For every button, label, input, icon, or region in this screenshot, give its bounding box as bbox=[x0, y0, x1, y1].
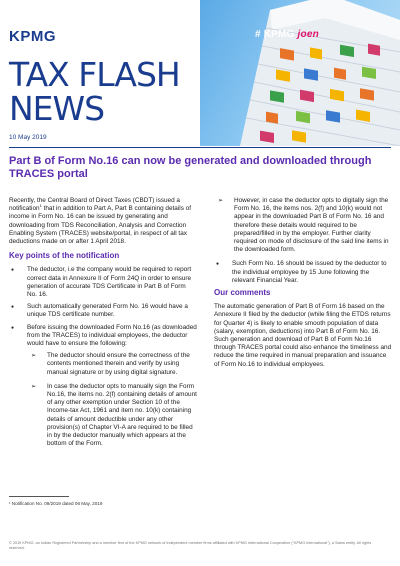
intro-text: Recently, the Central Board of Direct Taxes (CBDT) issued a notification bbox=[9, 197, 180, 213]
comments-paragraph: The automatic generation of Part B of Form 16 based on the Annexure II filed by the deductor (while filing the ETDS returns for Quarter 4) is likely to enable smooth population of data (salary, exemption, deductions) into Part B of Form No. 16. Such generation and download of Part B of Form No.16 through TRACES portal could also enhance the timeliness and reduce the time required in manual preparation and issuance of Form No.16 to individual employees. bbox=[214, 303, 392, 368]
kpmg-logo: KPMG bbox=[9, 28, 56, 45]
key-points-heading: Key points of the notification bbox=[9, 251, 120, 261]
key-points-list bbox=[9, 266, 197, 448]
intro-text-rest: that in addition to Part A, Part B containing details of income in Form No. 16 can be issued by generating and downloading from TDS Reconciliation, Analysis and Correction Enabling System (TRACES) website/portal, in respect of all tax deductions made on or after 1 April 2018. bbox=[9, 205, 192, 246]
list-item-text: Before issuing the downloaded Form No.16 (as downloaded from the TRACES) to individual employees, the deductor would have to ensure the following: bbox=[27, 323, 197, 348]
sub-list-item: ➢ However, in case the deductor opts to digitally sign the Form No. 16, the items nos. 2(f) and 10(k) would not appear in the downloaded Part B of Form No. 16 and therefore these details would required to be prepared/filled in by the employer. Further clarity required on mode of disclosure of the said line items in the downloaded form. bbox=[214, 197, 392, 254]
building-illustration bbox=[200, 0, 400, 146]
list-item bbox=[9, 324, 197, 449]
sub-points-list bbox=[27, 352, 197, 448]
kpmg-joen-logo bbox=[255, 29, 319, 40]
title-line-2: NEWS bbox=[9, 89, 105, 128]
joint-logo-suffix: joen bbox=[297, 29, 319, 40]
right-sub-points-list bbox=[214, 197, 392, 254]
footnote: ¹ Notification No. 09/2019 dated 06 May, 2019 bbox=[9, 501, 103, 506]
title-line-1: TAX FLASH bbox=[9, 55, 180, 94]
right-bullets-list bbox=[214, 260, 392, 285]
right-column bbox=[214, 197, 392, 375]
publication-date: 10 May 2019 bbox=[9, 134, 47, 141]
list-item: ● The deductor, i.e the company would be required to report correct data in Annexure II of Form 24Q in order to ensure generation of accurate TDS Certificate in Part B of Form No. 16. bbox=[9, 266, 197, 299]
title-divider bbox=[9, 147, 391, 148]
footnote-ref: 1 bbox=[39, 203, 42, 209]
sub-list-item: ➢ The deductor should ensure the correctness of the contents mentioned therein and verify by using manual signature or by using digital signature. bbox=[27, 352, 197, 377]
sub-list-item: ➢ In case the deductor opts to manually sign the Form No.16, the items no. 2(f) containing details of amount of any other exemption under Section 10 of the Income-tax Act, 1961 and item no. 10(k) containing details of amount deductible under any other provision(s) of Chapter VI-A are required to be filled in by the deductor manually which appears at the bottom of the Form. bbox=[27, 383, 197, 449]
list-item: ● Such Form No. 16 should be issued by the deductor to the individual employee by 15 June following the relevant Financial Year. bbox=[214, 260, 392, 285]
footnote-rule bbox=[9, 496, 69, 497]
building-photo bbox=[200, 0, 400, 146]
joint-logo-prefix: # KPMG bbox=[255, 29, 295, 40]
copyright-notice: © 2019 KPMG, an Indian Registered Partnership and a member firm of the KPMG network of independent member firms affiliated with KPMG International Cooperative ("KPMG International"), a Swiss entity. All rights reserved. bbox=[9, 541, 372, 550]
header-banner bbox=[0, 0, 400, 146]
list-item: ● Such automatically generated Form No. 16 would have a unique TDS certificate number. bbox=[9, 303, 197, 319]
left-column bbox=[9, 197, 197, 454]
comments-heading: Our comments bbox=[214, 288, 271, 298]
article-title: Part B of Form No.16 can now be generated and downloaded through TRACES portal bbox=[9, 155, 372, 180]
intro-paragraph bbox=[9, 197, 197, 246]
